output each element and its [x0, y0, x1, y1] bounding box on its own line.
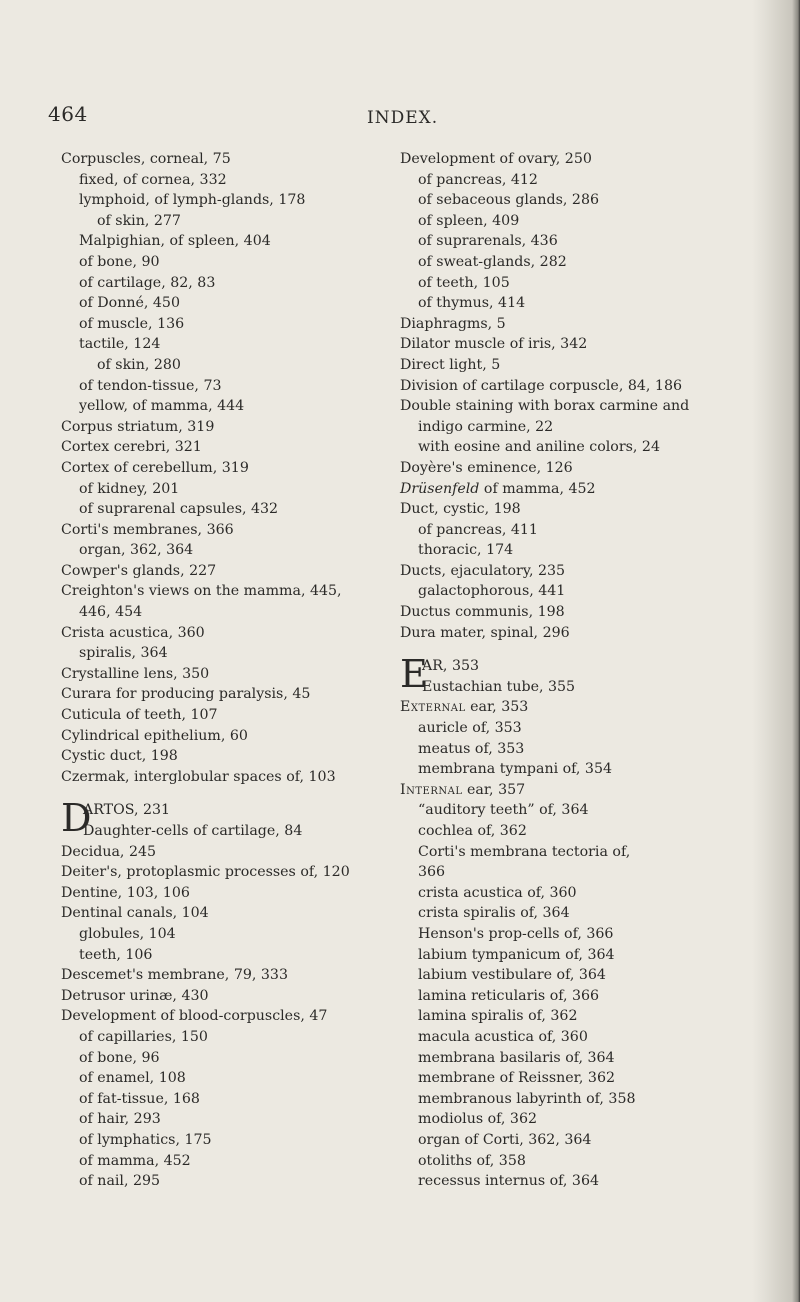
- index-entry: Division of cartilage corpuscle, 84, 186: [400, 377, 683, 394]
- index-entry: Direct light, 5: [400, 356, 501, 373]
- index-column-right: [400, 149, 755, 1192]
- index-entry: Duct, cystic, 198: [400, 501, 521, 518]
- index-entry: Malpighian, of spleen, 404: [79, 233, 271, 250]
- index-entry: with eosine and aniline colors, 24: [418, 439, 660, 456]
- index-entry: membrane of Reissner, 362: [418, 1070, 616, 1087]
- index-entry: lamina spiralis of, 362: [418, 1008, 578, 1025]
- section-e-start: [400, 652, 755, 697]
- index-entry: of skin, 277: [97, 212, 181, 229]
- index-entry: of lymphatics, 175: [79, 1131, 212, 1148]
- dropcap-d: D: [61, 796, 92, 841]
- index-entry: yellow, of mamma, 444: [79, 398, 245, 415]
- page-number: 464: [48, 102, 88, 126]
- index-entry: of enamel, 108: [79, 1070, 186, 1087]
- small-caps-term: Internal: [400, 781, 463, 798]
- index-entry: of cartilage, 82, 83: [79, 274, 216, 291]
- index-entry: auricle of, 353: [418, 720, 522, 737]
- dropcap-e: E: [400, 652, 428, 697]
- index-entry: Cystic duct, 198: [61, 748, 178, 765]
- running-head: INDEX.: [367, 108, 439, 128]
- index-entry: Cowper's glands, 227: [61, 562, 217, 579]
- index-entry: Decidua, 245: [61, 843, 157, 860]
- entry-list-development: [400, 149, 755, 479]
- index-entry: Doyère's eminence, 126: [400, 459, 573, 476]
- index-entry: Cortex of cerebellum, 319: [61, 459, 249, 476]
- entry-list-c: [61, 149, 391, 787]
- index-entry: Dentinal canals, 104: [61, 905, 209, 922]
- index-entry: Corpuscles, corneal, 75: [61, 151, 231, 167]
- index-entry: Development of ovary, 250: [400, 151, 592, 167]
- index-entry: organ of Corti, 362, 364: [418, 1131, 592, 1148]
- index-entry: of thymus, 414: [418, 295, 526, 312]
- index-entry: Development of blood-corpuscles, 47: [61, 1008, 328, 1025]
- index-entry: of suprarenal capsules, 432: [79, 501, 279, 518]
- index-entry-internal-ear: [400, 780, 755, 801]
- index-entry: organ, 362, 364: [79, 542, 194, 559]
- index-entry: Henson's prop-cells of, 366: [418, 925, 614, 942]
- index-entry: membrana basilaris of, 364: [418, 1049, 615, 1066]
- index-entry: of nail, 295: [79, 1173, 161, 1190]
- index-entry: Double staining with borax carmine and: [400, 398, 690, 415]
- index-entry: fixed, of cornea, 332: [79, 171, 227, 188]
- index-entry: lamina reticularis of, 366: [418, 987, 600, 1004]
- index-entry: Dura mater, spinal, 296: [400, 624, 570, 641]
- italic-term: Drüsenfeld: [400, 480, 480, 497]
- index-entry: membranous labyrinth of, 358: [418, 1090, 636, 1107]
- entry-rest: of mamma, 452: [479, 480, 596, 497]
- index-entry: of muscle, 136: [79, 315, 185, 332]
- index-entry: galactophorous, 441: [418, 583, 566, 600]
- index-entry: of sweat-glands, 282: [418, 253, 567, 270]
- index-entry: of suprarenals, 436: [418, 233, 558, 250]
- index-entry: Czermak, interglobular spaces of, 103: [61, 768, 336, 785]
- index-entry: Ductus communis, 198: [400, 604, 565, 621]
- index-entry: of capillaries, 150: [79, 1028, 208, 1045]
- index-entry: Crystalline lens, 350: [61, 665, 210, 682]
- index-entry: Daughter-cells of cartilage, 84: [83, 823, 303, 839]
- index-entry: Cortex cerebri, 321: [61, 439, 202, 456]
- index-entry: teeth, 106: [79, 946, 153, 963]
- index-entry: Dilator muscle of iris, 342: [400, 336, 588, 353]
- index-entry: indigo carmine, 22: [418, 418, 554, 435]
- index-entry: of pancreas, 412: [418, 171, 538, 188]
- index-entry: otoliths of, 358: [418, 1152, 526, 1169]
- index-entry: cochlea of, 362: [418, 823, 527, 839]
- index-entry: membrana tympani of, 354: [418, 761, 613, 778]
- index-entry: of teeth, 105: [418, 274, 510, 291]
- page-edge-shadow: [752, 0, 800, 1302]
- index-entry: crista spiralis of, 364: [418, 905, 570, 922]
- index-entry-drusenfeld: [400, 479, 755, 500]
- index-entry: crista acustica of, 360: [418, 884, 577, 901]
- index-entry: of hair, 293: [79, 1111, 161, 1128]
- index-entry: of mamma, 452: [79, 1152, 191, 1169]
- index-entry: Corpus striatum, 319: [61, 418, 215, 435]
- index-entry: of spleen, 409: [418, 212, 520, 229]
- index-entry: Crista acustica, 360: [61, 624, 205, 641]
- index-entry: Deiter's, protoplasmic processes of, 120: [61, 864, 350, 881]
- index-entry: 366: [418, 864, 446, 881]
- index-entry: of skin, 280: [97, 356, 181, 373]
- index-entry-external-ear: [400, 697, 755, 718]
- index-entry: Ducts, ejaculatory, 235: [400, 562, 566, 579]
- index-entry: labium tympanicum of, 364: [418, 946, 615, 963]
- index-entry: of fat-tissue, 168: [79, 1090, 200, 1107]
- index-entry: labium vestibulare of, 364: [418, 967, 606, 984]
- index-entry: of bone, 96: [79, 1049, 160, 1066]
- entry-list-internal-ear: [400, 800, 755, 1191]
- index-entry: ARTOS, 231: [83, 802, 171, 819]
- index-entry: Eustachian tube, 355: [422, 678, 576, 695]
- index-entry: Corti's membrana tectoria of,: [418, 843, 631, 860]
- entry-rest: ear, 357: [462, 781, 526, 798]
- index-entry: Detrusor urinæ, 430: [61, 987, 209, 1004]
- index-entry: globules, 104: [79, 925, 176, 942]
- index-entry: 446, 454: [79, 604, 143, 621]
- index-entry: Curara for producing paralysis, 45: [61, 686, 311, 703]
- index-entry: modiolus of, 362: [418, 1111, 538, 1128]
- entry-list-ducts: [400, 499, 755, 643]
- index-entry: of sebaceous glands, 286: [418, 192, 600, 209]
- small-caps-term: External: [400, 699, 466, 716]
- entry-list-d: [61, 842, 391, 1192]
- index-entry: tactile, 124: [79, 336, 161, 353]
- section-gap: [61, 787, 391, 800]
- index-entry: of tendon-tissue, 73: [79, 377, 222, 394]
- index-entry: of kidney, 201: [79, 480, 180, 497]
- index-entry: macula acustica of, 360: [418, 1028, 588, 1045]
- section-gap: [400, 643, 755, 656]
- index-entry: Corti's membranes, 366: [61, 521, 234, 538]
- index-entry: Creighton's views on the mamma, 445,: [61, 583, 342, 600]
- index-entry: Descemet's membrane, 79, 333: [61, 967, 288, 984]
- index-entry: meatus of, 353: [418, 740, 525, 757]
- index-entry: recessus internus of, 364: [418, 1173, 600, 1190]
- index-entry: Diaphragms, 5: [400, 315, 506, 332]
- section-d-start: [61, 796, 391, 841]
- index-column-left: [61, 149, 391, 1192]
- index-entry: AR, 353: [422, 658, 480, 675]
- index-entry: Dentine, 103, 106: [61, 884, 190, 901]
- entry-list-external-ear: [400, 718, 755, 780]
- index-entry: thoracic, 174: [418, 542, 514, 559]
- index-entry: lymphoid, of lymph-glands, 178: [79, 192, 306, 209]
- index-entry: Cuticula of teeth, 107: [61, 707, 218, 724]
- index-entry: of bone, 90: [79, 253, 160, 270]
- index-entry: Cylindrical epithelium, 60: [61, 727, 248, 744]
- entry-rest: ear, 353: [465, 699, 529, 716]
- index-entry: of pancreas, 411: [418, 521, 538, 538]
- index-entry: of Donné, 450: [79, 295, 180, 312]
- index-entry: “auditory teeth” of, 364: [418, 802, 589, 819]
- index-entry: spiralis, 364: [79, 645, 168, 662]
